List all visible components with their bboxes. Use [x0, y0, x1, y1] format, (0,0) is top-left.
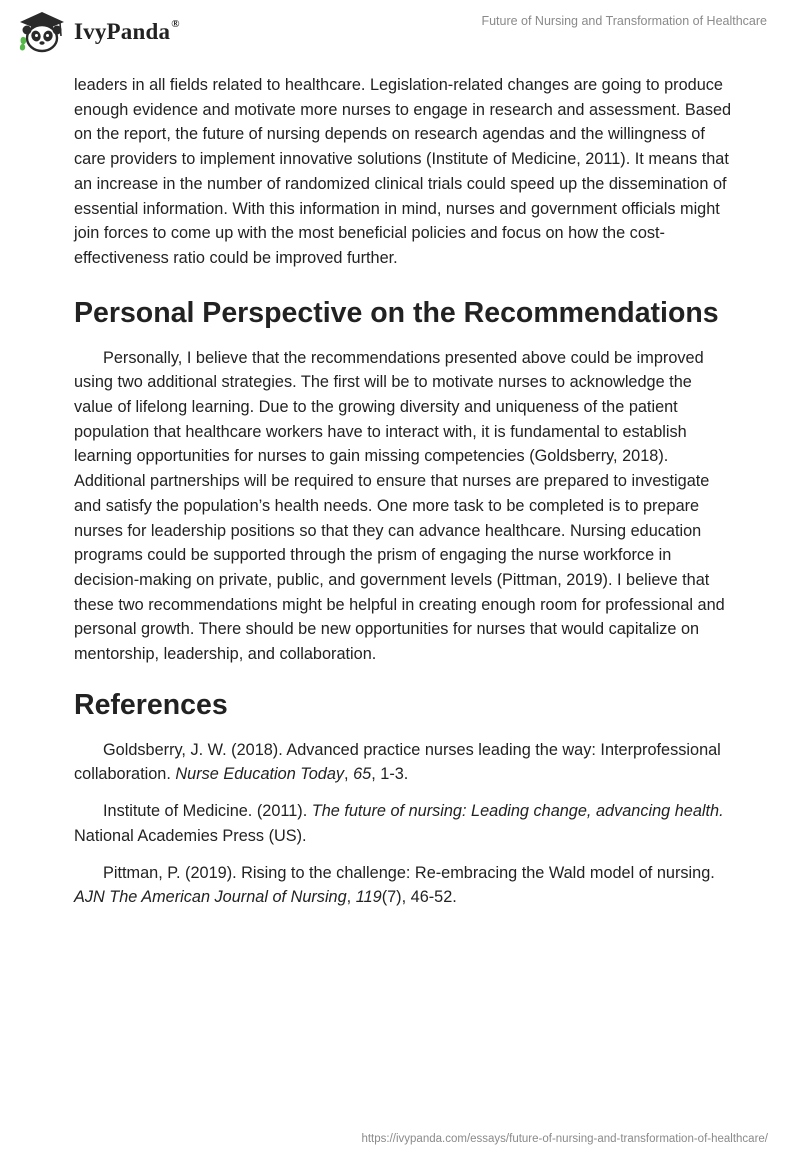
references-heading: References: [74, 688, 228, 721]
section-paragraph: Personally, I believe that the recommendations presented above could be improved using two additional strategies. The first will be to motivate nurses to acknowledge the value of lifelong learning. Due to the growing diversity and uniqueness of the patient population that healthcare workers have to interact with, it is fundamental to establish learning opportunities for nurses to gain missing competencies (Goldsberry, 2018). Additional partnerships will be required to ensure that nurses are prepared to investigate and satisfy the population’s health needs. One more task to be completed is to prepare nurses for leadership positions so that they can advance healthcare. Nursing education programs could be supported through the prism of engaging the nurse workforce in decision-making on private, public, and government levels (Pittman, 2019). I believe that these two recommendations might be helpful in creating enough room for professional and personal growth. There should be new opportunities for nurses that would capitalize on mentorship, leadership, and collaboration.: [74, 348, 725, 664]
section-heading-personal-perspective: Personal Perspective on the Recommendations: [74, 296, 719, 329]
ivypanda-logo[interactable]: [16, 9, 180, 53]
essay-content: [74, 73, 734, 910]
reference-item-goldsberry: Goldsberry, J. W. (2018). Advanced practice nurses leading the way: Interprofessional collaboration. Nurse Education Today, 65, 1-3.: [74, 740, 721, 784]
brand-name: IvyPanda®: [74, 18, 180, 44]
reference-journal: Nurse Education Today: [175, 765, 345, 784]
reference-item-pittman: Pittman, P. (2019). Rising to the challenge: Re-embracing the Wald model of nursing. AJN The American Journal of Nursing, 119(7), 46-52.: [74, 863, 715, 907]
reference-volume: 119: [355, 888, 382, 907]
reference-title: The future of nursing: Leading change, advancing health.: [311, 802, 724, 821]
running-title: Future of Nursing and Transformation of Healthcare: [481, 14, 767, 28]
page-header: [0, 0, 800, 70]
intro-paragraph: leaders in all fields related to healthcare. Legislation-related changes are going to produce enough evidence and motivate more nurses to engage in research and assessment. Based on the report, the future of nursing depends on research agendas and the willingness of care providers to implement innovative solutions (Institute of Medicine, 2011). It means that an increase in the number of randomized clinical trials could speed up the dissemination of essential information. With this information in mind, nurses and government officials might join forces to come up with the most beneficial policies and focus on how the cost-effectiveness ratio could be improved further.: [74, 76, 732, 267]
reference-volume: 65: [353, 765, 372, 784]
source-url[interactable]: https://ivypanda.com/essays/future-of-nursing-and-transformation-of-healthcare/: [361, 1133, 768, 1145]
panda-graduate-icon: [16, 9, 68, 53]
registered-mark: ®: [171, 18, 180, 31]
reference-journal: AJN The American Journal of Nursing: [74, 888, 347, 907]
reference-item-iom: Institute of Medicine. (2011). The future of nursing: Leading change, advancing health. National Academies Press (US).: [74, 802, 724, 845]
